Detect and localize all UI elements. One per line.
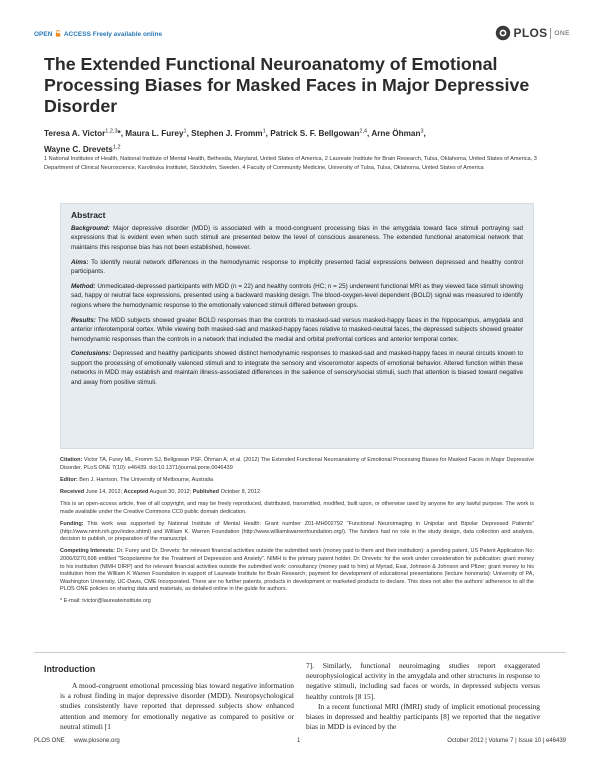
author: Arne Öhman$^3$, bbox=[371, 128, 426, 138]
open-access-banner bbox=[34, 30, 162, 38]
abstract-results: Results: The MDD subjects showed greater BOLD responses than the controls to masked-sad versus masked-happy faces in the hippocampus, amygdala and anterior inferotemporal cortex. While viewing both masked-sad and masked-happy faces relative to masked-neutral faces, the depressed subjects showed greater hemodynamic responses than the controls in a network that included the medial and orbital prefrontal cortices and anterior temporal cortex. bbox=[71, 316, 524, 343]
intro-paragraph: A mood-congruent emotional processing bias toward negative information is a robust finding in major depressive disorder (MDD). Neuropsychological studies consistently have reported that depressed subjects show enhanced attention and memory for emotionally negative as compared to positive or neutral stimuli [1 bbox=[60, 681, 294, 731]
abstract-method: Method: Unmedicated-depressed participants with MDD (n = 22) and healthy controls (HC; n = 25) underwent functional MRI as they viewed face stimuli showing sad, happy or neutral face expressions, presented using a backward masking design. The blood-oxygen-level dependent (BOLD) signal was measured to identify regions where the hemodynamic response to the emotionally valenced stimuli differed between groups. bbox=[71, 283, 524, 309]
author: Teresa A. Victor$^{1,2,3}$*, bbox=[44, 128, 123, 138]
abstract-background: Background: Major depressive disorder (MDD) is associated with a mood-congruent processing bias in the amygdala toward face stimuli portraying sad expressions that is evident even when such stimuli are presented below the level of conscious awareness. The extended functional anatomical network that maintains this response bias has not been established, however. bbox=[71, 225, 524, 251]
access-label: ACCESS bbox=[63, 31, 91, 38]
author: Patrick S. F. Bellgowan$^{2,4}$, bbox=[270, 128, 370, 138]
logo-divider bbox=[550, 28, 551, 39]
article-title: The Extended Functional Neuroanatomy of Emotional Processing Biases for Masked Faces in Major Depressive Disorder bbox=[44, 54, 530, 116]
introduction-heading: Introduction bbox=[44, 664, 96, 674]
footer-issue-info: October 2012 | Volume 7 | Issue 10 | e46439 bbox=[447, 738, 566, 744]
editor: Editor: Ben J. Harrison, The University of Melbourne, Australia bbox=[60, 476, 214, 483]
journal-logo-text: PLOS bbox=[513, 26, 548, 40]
section-divider bbox=[34, 652, 566, 653]
email: * E-mail: tvictor@laureateinstitute.org bbox=[60, 598, 151, 605]
intro-paragraph: In a recent functional MRI (fMRI) study of implicit emotional processing biases in depressed and healthy participants [8] we reported that the negative bias in MDD is evinced by the bbox=[306, 701, 540, 732]
dates: Received June 14, 2012; Accepted August 30, 2012; Published October 8, 2012 bbox=[60, 488, 261, 495]
intro-right-column bbox=[306, 661, 540, 732]
journal-logo bbox=[495, 25, 570, 41]
author: Stephen J. Fromm$^1$, bbox=[191, 128, 268, 138]
abstract-aims: Aims: To identify neural network differences in the hemodynamic response to implicitly presented facial expressions between depressed and healthy control participants. bbox=[71, 258, 523, 276]
article-metadata bbox=[60, 457, 534, 611]
plos-logo-icon bbox=[495, 25, 511, 41]
affiliations: 1 National Institutes of Health, National Institute of Mental Health, Bethesda, Maryland, United States of America, 2 Laureate Institute for Brain Research, Tulsa, Oklahoma, United States of America, 3 Department of Clinical Neuroscience, Karolinska Institutet, Stockholm, Sweden, 4 Faculty of Community Medicine, University of Tulsa, Tulsa, Oklahoma, United States of America bbox=[44, 156, 537, 171]
freely-available-label: Freely available online bbox=[92, 31, 163, 38]
journal-logo-sub: ONE bbox=[554, 29, 570, 37]
intro-left-column bbox=[60, 681, 294, 732]
page-number: 1 bbox=[297, 738, 301, 744]
author: Maura L. Furey$^1$, bbox=[125, 128, 189, 138]
author: Wayne C. Drevets$^{1,2}$ bbox=[44, 144, 121, 155]
abstract-box bbox=[60, 203, 534, 449]
citation: Citation: Victor TA, Furey ML, Fromm SJ, Bellgowan PSF, Öhman A, et al. (2012) The Extended Functional Neuroanatomy of Emotional Processing Biases for Masked Faces in Major Depressive Disorder. PLoS ONE 7(10): e46439. doi:10.1371/journal.pone.0046439 bbox=[60, 457, 535, 471]
competing-interests: Competing Interests: Dr. Furey and Dr. Drevets: for relevant financial activities outside the submitted work (money paid to them and their institution): a pending patent, US Patent Application No: 2006/0270,698 entitled "Scopolamine for the Treatment of Depression and Anxiety". NIMH is the primary patent holder. Dr. Drevets: for the work under consideration for publication: grant money to his institution (NIMH DIRP) and for relevant financial activities outside the submitted work: consultancy (money paid to him) at Myriad, Esai, Johnson & Johnson and Pfizer; grant money to his institution from the William K Warren Foundation in support of Laureate Institute for Brain Research; payment for development of educational presentations (lecture honoraria): University of PA, Washington University, UC-Davis, CME Incorporated. There are no further patents, products in development or marketed products to declare. This does not alter the authors' adherence to all the PLOS ONE policies on sharing data and materials, as detailed online in the guide for authors. bbox=[60, 548, 534, 593]
footer-url: www.plosone.org bbox=[74, 738, 120, 744]
intro-paragraph: 7]. Similarly, functional neuroimaging studies report exaggerated neurophysiological activity in the amygdala and other structures in response to negative stimuli, including sad faces or words, in depressed subjects versus healthy controls [8 15]. bbox=[306, 661, 540, 701]
copyright: This is an open-access article, free of all copyright, and may be freely reproduced, distributed, transmitted, modified, built upon, or otherwise used by anyone for any lawful purpose. The work is made available under the Creative Commons CC0 public domain dedication. bbox=[60, 501, 534, 515]
open-access-lock-icon bbox=[55, 30, 61, 37]
abstract-conclusions: Conclusions: Depressed and healthy participants showed distinct hemodynamic responses to masked-sad and masked-happy faces in neural circuits known to support the processing of emotionally valenced stimuli and to integrate the sensory and visceromotor aspects of emotional behavior. Altered function within these networks in MDD may establish and maintain illness-associated differences in the salience of sensory/social stimuli, such that attention is biased toward negative and away from positive stimuli. bbox=[71, 350, 523, 386]
open-access-label: OPEN bbox=[34, 31, 53, 38]
author-list bbox=[44, 124, 564, 157]
funding: Funding: This work was supported by National Institute of Mental Health: Grant number Z01-MH002792 "Functional Neuroimaging in Unipolar and Bipolar Depressed Patients" (http://www.nimh.nih.gov/index.shtml) and William K. Warren Foundation (http://www.williamkwarrenfoundation.org/). The funders had no role in the study design, data collection and analysis, decision to publish, or preparation of the manuscript. bbox=[60, 520, 535, 543]
footer-journal: PLOS ONE bbox=[34, 738, 65, 744]
abstract-heading: Abstract bbox=[71, 210, 106, 220]
